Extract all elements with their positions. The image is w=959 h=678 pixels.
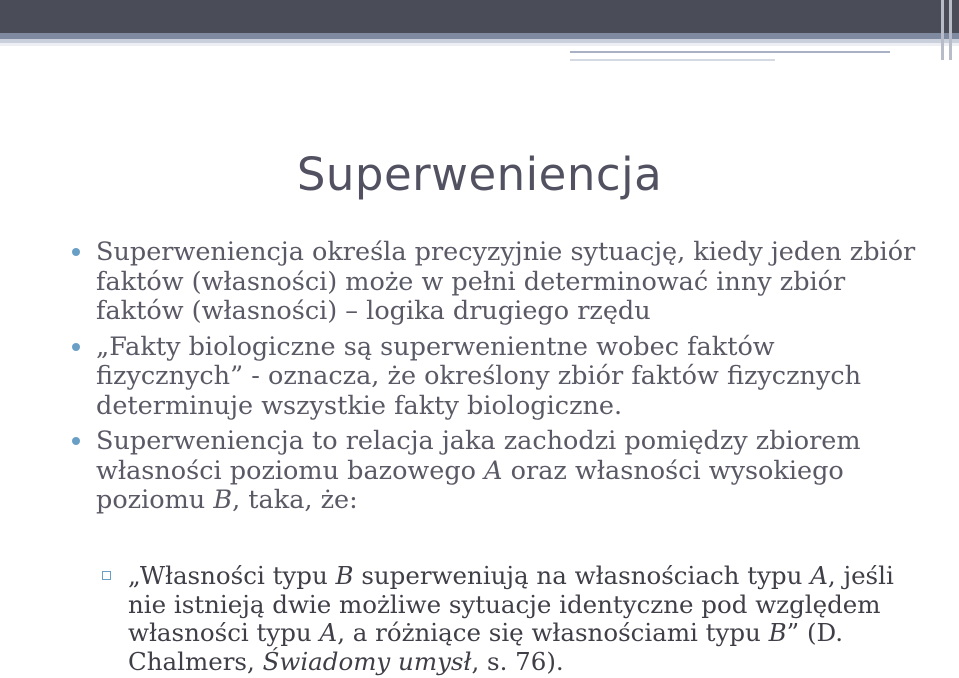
bullet-list: [70, 238, 920, 516]
quote-subbullet: [100, 562, 918, 676]
decorative-line: [570, 59, 775, 61]
variable-a: A: [484, 455, 503, 486]
quote-text: , a różniące się własnościami typu: [337, 618, 769, 647]
bullet-item: [70, 427, 920, 516]
bullet-dot-icon: [72, 248, 80, 256]
bullet-item: [70, 333, 920, 422]
bullet-text-post: , taka, że:: [232, 485, 358, 515]
corner-mark: [949, 0, 952, 60]
quote-text: , jeśli nie istnieją dwie możliwe sytuacje identyczne pod względem własności typu: [128, 561, 894, 647]
bullet-text: „Fakty biologiczne są superwenientne wobec faktów fizycznych” - oznacza, że określony zbiór faktów fizycznych determinuje wszystkie fakty biologiczne.: [96, 331, 862, 421]
variable-b: B: [768, 618, 787, 647]
bullet-text-pre: Superweniencja to relacja jaka zachodzi pomiędzy zbiorem własności poziomu bazowego: [96, 426, 861, 486]
bullet-text: Superweniencja określa precyzyjnie sytuację, kiedy jeden zbiór faktów (własności) może w pełni determinować inny zbiór faktów (własności) – logika drugiego rzędu: [96, 237, 916, 326]
variable-a: A: [810, 561, 828, 590]
bullet-dot-icon: [72, 343, 80, 351]
variable-a: A: [319, 618, 338, 647]
header-band: [0, 0, 959, 33]
variable-b: B: [213, 485, 233, 515]
header-stripe-faint: [0, 43, 959, 46]
corner-mark: [941, 0, 944, 60]
quote-text: ” (D. Chalmers,: [128, 618, 844, 676]
bullet-dot-icon: [72, 437, 80, 445]
square-bullet-icon: [102, 571, 111, 580]
book-title: Świadomy umysł: [262, 646, 472, 676]
bullet-item: [70, 238, 920, 327]
quote-text: „Własności typu: [128, 561, 336, 590]
bullet-text-mid: oraz własności wysokiego poziomu: [96, 455, 844, 515]
decorative-line: [570, 51, 890, 53]
slide-title: Superweniencja: [296, 148, 663, 201]
quote-text: , s. 76).: [471, 646, 564, 676]
quote-text: superweniują na własnościach typu: [353, 561, 811, 590]
variable-b: B: [335, 561, 354, 590]
